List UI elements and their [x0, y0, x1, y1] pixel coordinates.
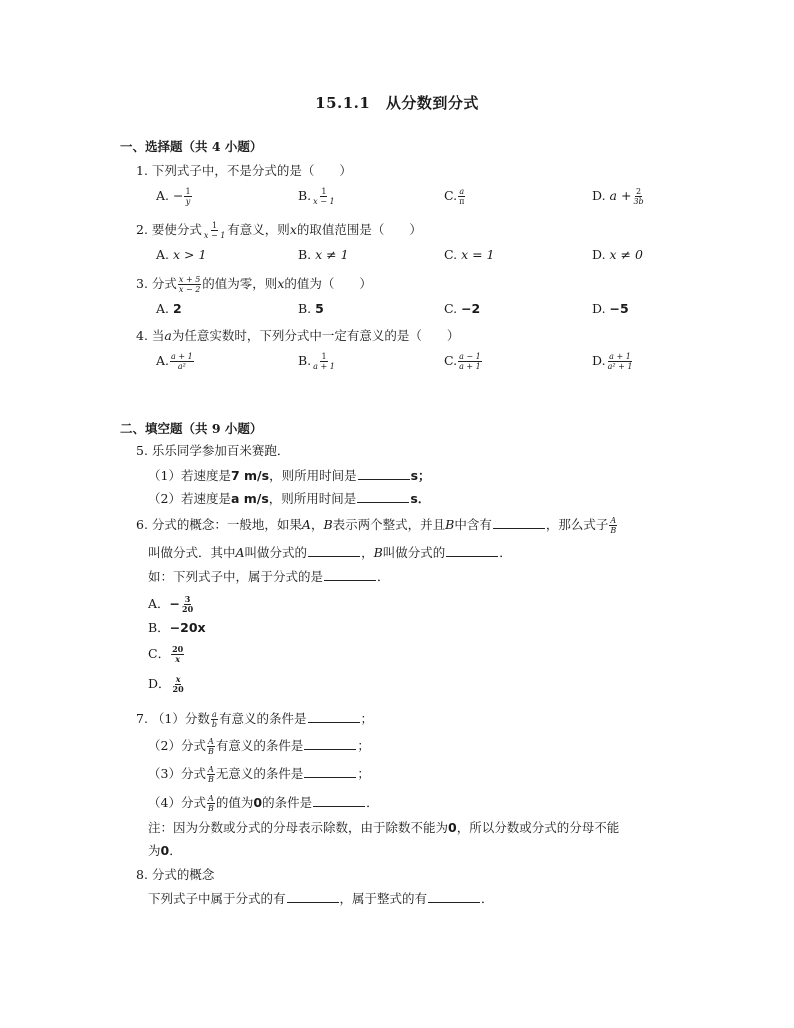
math-expression: 7 m/s	[230, 468, 270, 483]
option-label: B.	[298, 247, 316, 262]
section-heading-choice: 一、选择题（共 4 小题）	[120, 139, 263, 154]
math-variable: a	[164, 328, 172, 343]
stem-text: 4. 当	[136, 328, 165, 343]
math-sign: −	[169, 596, 181, 611]
question-6-option-a	[148, 595, 195, 614]
option-label: C.	[444, 301, 462, 316]
math-expression: −20x	[169, 620, 206, 635]
option-label: C.	[444, 247, 462, 262]
option-label: A.	[156, 247, 173, 262]
answer-blank[interactable]	[313, 794, 365, 807]
math-expression: x > 1	[172, 247, 207, 262]
math-variable: x	[277, 276, 285, 291]
math-variable: x	[289, 222, 297, 237]
stem-text: 有意义，则	[227, 222, 290, 237]
question-2-stem	[136, 221, 422, 240]
math-number: 0	[253, 795, 263, 810]
fraction	[171, 645, 184, 664]
option-label: A.	[156, 353, 170, 368]
numerator: 1	[321, 352, 327, 361]
stem-text: 下列式子中属于分式的有	[148, 891, 286, 906]
stem-text: 6. 分式的概念：一般地，如果	[136, 517, 302, 532]
answer-blank[interactable]	[324, 568, 376, 581]
option-label: A．	[148, 596, 170, 611]
denominator: B	[610, 526, 617, 535]
stem-text: 中含有	[454, 517, 492, 532]
fraction	[207, 765, 215, 784]
answer-blank[interactable]	[358, 467, 410, 480]
part-text: 有意义的条件是	[215, 738, 304, 753]
denominator: B	[207, 775, 214, 784]
question-7-note-line-2	[148, 843, 182, 859]
denominator: a²	[177, 362, 186, 371]
numerator: 2	[636, 187, 642, 196]
stem-text: ，属于整式的有	[339, 891, 428, 906]
question-6-option-b	[148, 620, 206, 636]
numerator: A	[208, 765, 214, 774]
punctuation: ，	[310, 517, 324, 532]
section-heading-fill-in: 二、填空题（共 9 小题）	[120, 421, 263, 436]
question-6-line-2	[148, 544, 512, 561]
option-label: A.	[156, 301, 173, 316]
stem-text: 叫做分式．其中	[148, 545, 236, 560]
note-text: 为	[148, 843, 161, 858]
denominator: x − 1	[203, 231, 226, 240]
fraction	[312, 187, 335, 206]
option-label: D.	[592, 353, 606, 368]
fraction	[607, 352, 634, 371]
part-text: （3）分式	[148, 766, 206, 781]
math-expression: x = 1	[461, 247, 495, 262]
answer-blank[interactable]	[357, 490, 409, 503]
option-label: D．	[148, 676, 171, 691]
fraction	[458, 187, 465, 206]
note-text: ，所以分数或分式的分母不能	[456, 820, 620, 835]
denominator: x − 2	[178, 285, 201, 294]
stem-text: 叫做分式的	[244, 545, 308, 560]
denominator: x	[175, 654, 181, 664]
question-1-option-a	[156, 187, 193, 206]
question-8-line-1	[148, 890, 494, 907]
question-4-option-b	[298, 352, 337, 371]
option-label: B.	[298, 353, 312, 368]
numerator: a	[459, 187, 465, 196]
unit-text: s；	[410, 468, 431, 483]
numerator: a − 1	[459, 352, 481, 361]
answer-blank[interactable]	[446, 544, 498, 557]
punctuation: ．	[499, 545, 512, 560]
question-7-part-1	[136, 710, 373, 729]
part-text: ，则所用时间是	[269, 468, 357, 483]
denominator: 20	[182, 604, 194, 614]
answer-blank[interactable]	[493, 516, 545, 529]
option-label: D.	[592, 301, 610, 316]
stem-text: 3. 分式	[136, 276, 177, 291]
stem-text: 为任意实数时，下列分式中一定有意义的是（ ）	[171, 328, 460, 343]
punctuation: ，	[361, 545, 374, 560]
denominator: b	[211, 720, 217, 729]
question-8-stem: 8. 分式的概念	[136, 867, 215, 882]
question-4-stem	[136, 328, 459, 344]
part-text: （4）分式	[148, 795, 206, 810]
denominator: π	[459, 197, 465, 206]
question-4-option-c	[444, 352, 483, 371]
question-1-option-d	[592, 187, 646, 206]
question-1-stem: 1. 下列式子中，不是分式的是（ ）	[136, 163, 352, 178]
fraction	[211, 710, 218, 729]
math-expression: x ≠ 1	[315, 247, 349, 262]
fraction	[609, 516, 617, 535]
option-label: C．	[148, 646, 171, 661]
punctuation: ；	[357, 766, 370, 781]
punctuation: ．	[377, 569, 390, 584]
note-text: 注：因为分数或分式的分母表示除数，由于除数不能为	[148, 820, 449, 835]
question-4-option-d	[592, 352, 634, 371]
denominator: B	[207, 747, 214, 756]
punctuation: ．	[366, 795, 379, 810]
part-text: （1）若速度是	[148, 468, 231, 483]
numerator: x	[175, 674, 181, 684]
numerator: 20	[172, 644, 184, 654]
denominator: a + 1	[459, 362, 481, 371]
math-variable: B	[445, 517, 455, 532]
numerator: a	[212, 710, 217, 719]
option-label: C.	[444, 188, 458, 203]
stem-text: 的取值范围是（ ）	[296, 222, 422, 237]
question-3-stem	[136, 275, 372, 294]
option-label: D.	[592, 188, 606, 203]
page-title: 15.1.1 从分数到分式	[315, 94, 479, 112]
denominator: y	[185, 197, 191, 206]
answer-blank[interactable]	[304, 737, 356, 750]
numerator: a + 1	[171, 352, 193, 361]
question-5-part-2	[148, 490, 430, 507]
answer-blank[interactable]	[308, 710, 360, 723]
fraction	[632, 187, 644, 206]
math-sign: −	[173, 188, 184, 203]
denominator: 20	[172, 684, 184, 694]
math-expression: a m/s	[230, 491, 269, 506]
numerator: 1	[212, 221, 218, 230]
math-expression: −2	[461, 301, 481, 316]
question-7-part-2	[148, 737, 370, 756]
denominator: a + 1	[313, 362, 335, 371]
fraction	[458, 352, 482, 371]
question-6-option-d	[148, 675, 186, 694]
fraction	[178, 275, 201, 294]
fraction	[181, 595, 194, 614]
numerator: 3	[184, 594, 191, 604]
stem-text: 叫做分式的	[382, 545, 446, 560]
option-label: B.	[298, 188, 312, 203]
question-4-option-a	[156, 352, 195, 371]
question-1-option-c	[444, 187, 466, 206]
math-expression: 2	[172, 301, 182, 316]
question-7-part-3	[148, 765, 370, 784]
option-label: A.	[156, 188, 170, 203]
question-3-option-c	[444, 301, 480, 317]
question-2-option-d	[592, 247, 643, 263]
math-number: 0	[448, 820, 457, 835]
math-variable: A	[235, 545, 245, 560]
question-2-option-b	[298, 247, 349, 263]
answer-blank[interactable]	[304, 765, 356, 778]
stem-text: 的值为（ ）	[284, 276, 372, 291]
question-7-note-line-1	[148, 820, 619, 836]
answer-blank[interactable]	[287, 890, 339, 903]
answer-blank[interactable]	[428, 890, 480, 903]
question-6-line-1	[136, 516, 618, 535]
punctuation: ．	[481, 891, 494, 906]
math-expression: a +	[609, 188, 632, 203]
stem-text: 如：下列式子中，属于分式的是	[148, 569, 324, 584]
numerator: 1	[321, 187, 327, 196]
question-3-option-b	[298, 301, 324, 317]
fraction	[312, 352, 336, 371]
option-label: B.	[298, 301, 316, 316]
option-label: D.	[592, 247, 610, 262]
option-label: C.	[444, 353, 458, 368]
denominator: x − 1	[313, 197, 335, 206]
part-text: 的条件是	[262, 795, 313, 810]
fraction	[207, 737, 215, 756]
part-text: （2）若速度是	[148, 491, 231, 506]
math-variable: B	[373, 545, 383, 560]
part-text: 的值为	[215, 795, 254, 810]
option-label: B．	[148, 620, 170, 635]
question-5-stem: 5. 乐乐同学参加百米赛跑．	[136, 443, 290, 458]
numerator: A	[208, 737, 214, 746]
denominator: B	[207, 804, 214, 813]
question-1-option-b	[298, 187, 337, 206]
unit-text: s．	[410, 491, 431, 506]
question-3-option-a	[156, 301, 182, 317]
math-number: 0	[160, 843, 170, 858]
numerator: a + 1	[609, 352, 631, 361]
fraction	[207, 794, 215, 813]
part-text: ，则所用时间是	[268, 491, 357, 506]
question-2-option-a	[156, 247, 206, 263]
stem-text: 的值为零，则	[202, 276, 278, 291]
numerator: A	[208, 794, 214, 803]
stem-text: ，那么式子	[545, 517, 609, 532]
fraction	[184, 187, 191, 206]
note-text: ．	[169, 843, 182, 858]
stem-text: 表示两个整式，并且	[332, 517, 446, 532]
question-6-line-3	[148, 568, 390, 585]
part-text: 7. （1）分数	[136, 711, 210, 726]
numerator: A	[610, 516, 617, 525]
math-variable: A	[301, 517, 311, 532]
denominator: 3b	[633, 197, 644, 206]
question-5-part-1	[148, 467, 431, 484]
punctuation: ；	[357, 738, 370, 753]
question-2-option-c	[444, 247, 495, 263]
answer-blank[interactable]	[308, 544, 360, 557]
question-7-part-4	[148, 794, 379, 813]
question-6-option-c	[148, 645, 185, 664]
numerator: 1	[185, 187, 191, 196]
math-expression: 5	[315, 301, 324, 316]
fraction	[172, 675, 185, 694]
math-variable: B	[323, 517, 333, 532]
part-text: 无意义的条件是	[215, 766, 304, 781]
stem-text: 2. 要使分式	[136, 222, 202, 237]
part-text: 有意义的条件是	[218, 711, 307, 726]
math-expression: −5	[609, 301, 629, 316]
part-text: （2）分式	[148, 738, 206, 753]
math-expression: x ≠ 0	[609, 247, 643, 262]
punctuation: ；	[360, 711, 374, 726]
fraction	[203, 221, 226, 240]
numerator: x + 5	[178, 275, 201, 284]
question-3-option-d	[592, 301, 629, 317]
fraction	[170, 352, 194, 371]
denominator: a² + 1	[607, 362, 633, 371]
